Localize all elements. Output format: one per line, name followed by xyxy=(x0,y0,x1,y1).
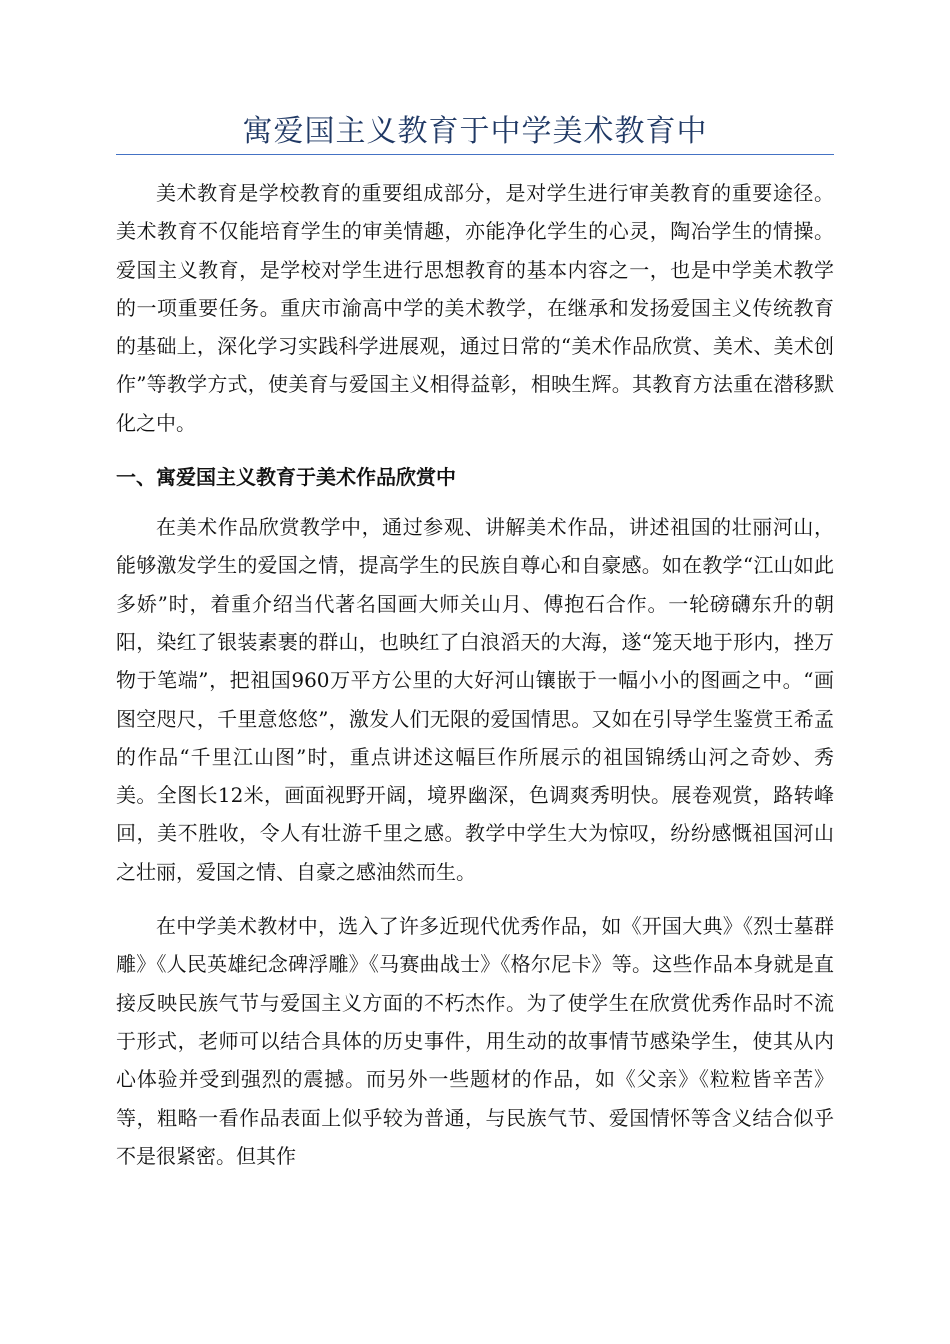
intro-paragraph: 美术教育是学校教育的重要组成部分，是对学生进行审美教育的重要途径。美术教育不仅能培育学生的审美情趣，亦能净化学生的心灵，陶冶学生的情操。爱国主义教育，是学校对学生进行思想教育的基本内容之一，也是中学美术教学的一项重要任务。重庆市渝高中学的美术教学，在继承和发扬爱国主义传统教育的基础上，深化学习实践科学进展观，通过日常的“美术作品欣赏、美术、美术创作”等教学方式，使美育与爱国主义相得益彰，相映生辉。其教育方法重在潜移默化之中。 xyxy=(116,181,834,435)
section-heading: 一、寓爱国主义教育于美术作品欣赏中 xyxy=(116,465,456,490)
document-body xyxy=(116,174,834,1191)
title-underline xyxy=(116,154,834,155)
body-paragraph: 在美术作品欣赏教学中，通过参观、讲解美术作品，讲述祖国的壮丽河山，能够激发学生的爱国之情，提高学生的民族自尊心和自豪感。如在教学“江山如此多娇”时，着重介绍当代著名国画大师关山月、傅抱石合作。一轮磅礴东升的朝阳，染红了银装素裹的群山，也映红了白浪滔天的大海，遂“笼天地于形内，挫万物于笔端”，把祖国960万平方公里的大好河山镶嵌于一幅小小的图画之中。“画图空咫尺，千里意悠悠”，激发人们无限的爱国情思。又如在引导学生鉴赏王希孟的作品“千里江山图”时，重点讲述这幅巨作所展示的祖国锦绣山河之奇妙、秀美。全图长12米，画面视野开阔，境界幽深，色调爽秀明快。展卷观赏，路转峰回，美不胜收，令人有壮游千里之感。教学中学生大为惊叹，纷纷感慨祖国河山之壮丽，爱国之情、自豪之感油然而生。 xyxy=(116,515,834,884)
document-title: 寓爱国主义教育于中学美术教育中 xyxy=(242,114,708,149)
body-paragraph: 在中学美术教材中，选入了许多近现代优秀作品，如《开国大典》《烈士墓群雕》《人民英雄纪念碑浮雕》《马赛曲战士》《格尔尼卡》等。这些作品本身就是直接反映民族气节与爱国主义方面的不朽杰作。为了使学生在欣赏优秀作品时不流于形式，老师可以结合具体的历史事件，用生动的故事情节感染学生，使其从内心体验并受到强烈的震撼。而另外一些题材的作品，如《父亲》《粒粒皆辛苦》等，粗略一看作品表面上似乎较为普通，与民族气节、爱国情怀等含义结合似乎不是很紧密。但其作 xyxy=(116,914,834,1168)
